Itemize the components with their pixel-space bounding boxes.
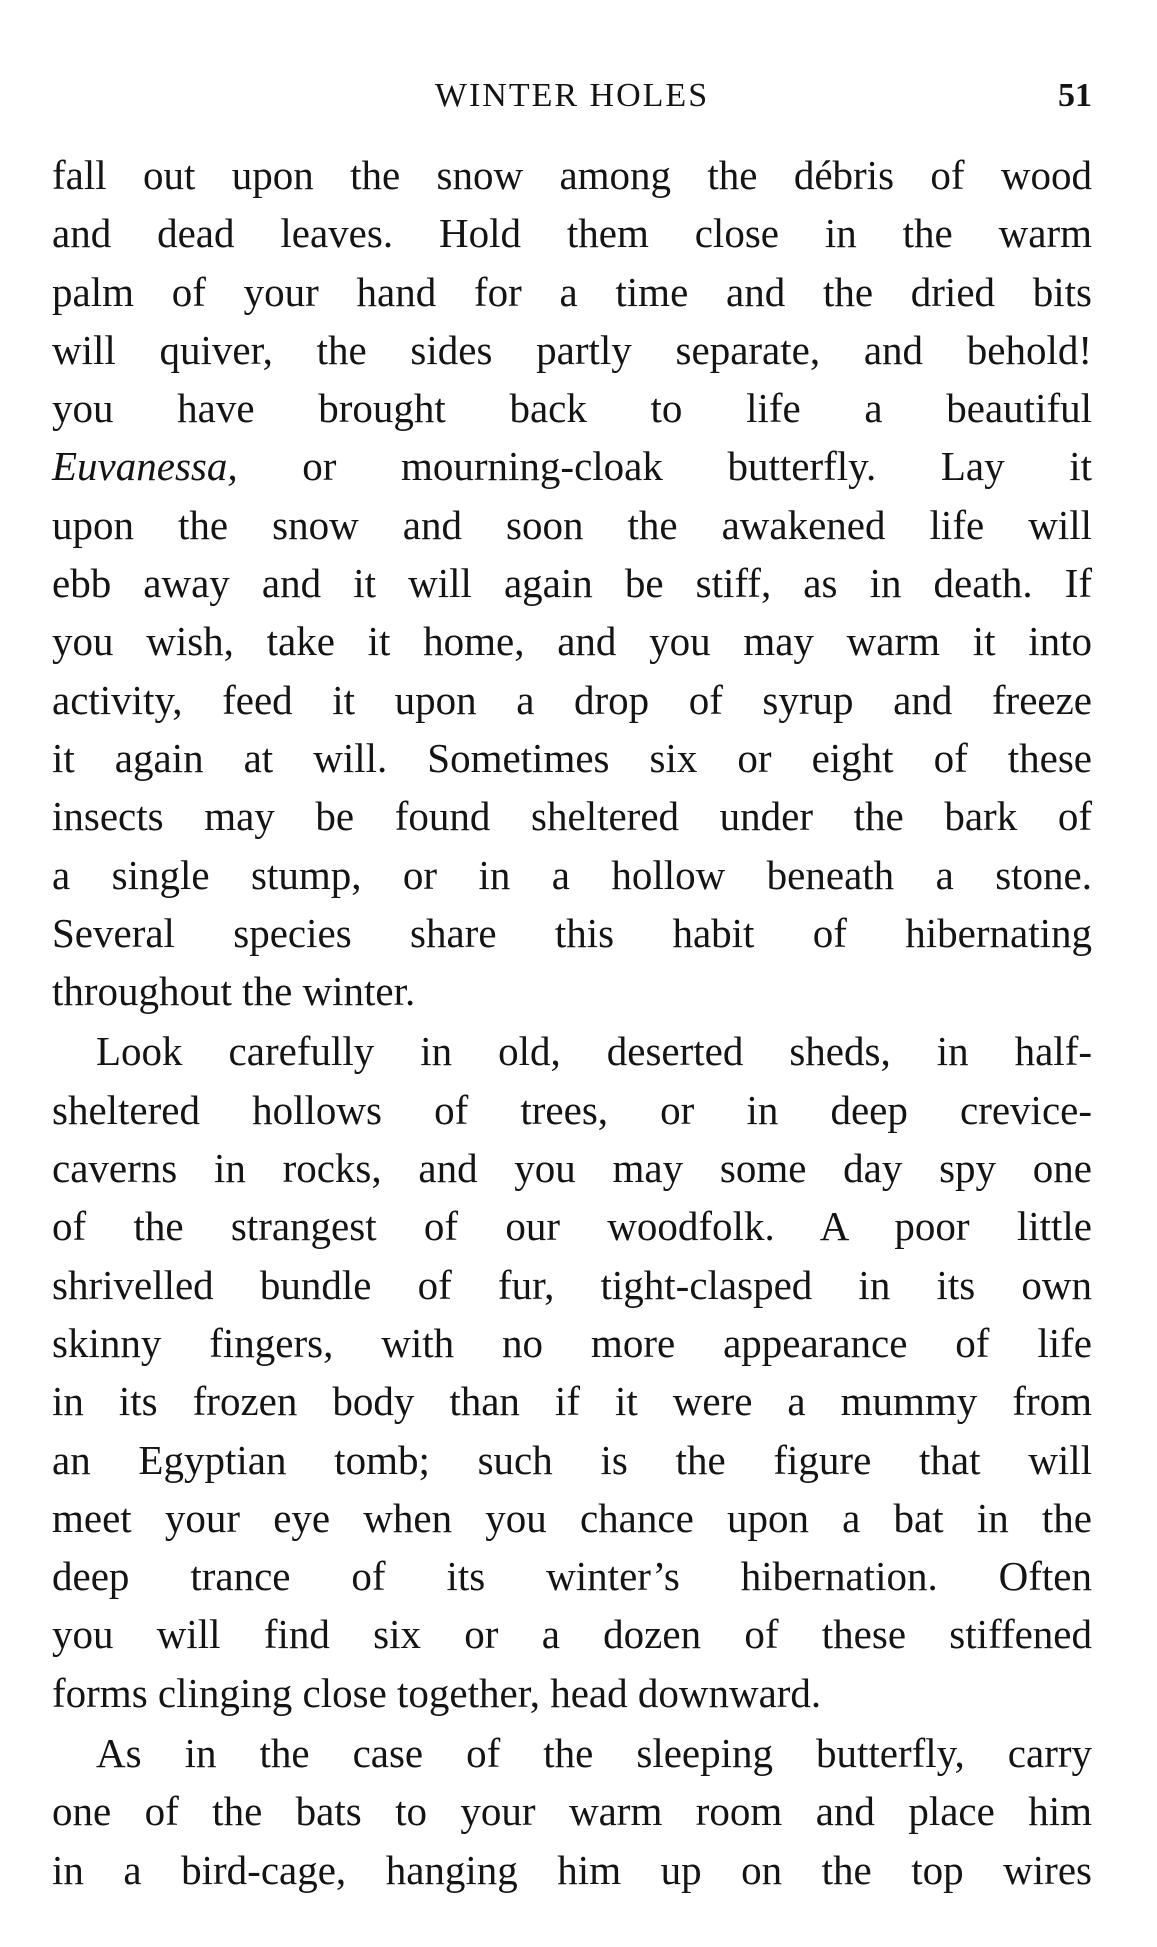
- text-line: As in the case of the sleeping butterfly, carry: [96, 1730, 1092, 1777]
- italic-species-name: Euvanessa,: [52, 443, 238, 490]
- page-number: 51: [1058, 77, 1092, 114]
- running-title: WINTER HOLES: [434, 77, 710, 114]
- text-line: deep trance of its winter’s hibernation. Often: [52, 1553, 1092, 1600]
- text-line: ebb away and it will again be stiff, as in death. If: [52, 560, 1092, 607]
- text-line: one of the bats to your warm room and place him: [52, 1788, 1092, 1835]
- text-line: [52, 437, 1092, 495]
- text-line: and dead leaves. Hold them close in the warm: [52, 210, 1092, 257]
- text-line: of the strangest of our woodfolk. A poor little: [52, 1203, 1092, 1250]
- text-line: activity, feed it upon a drop of syrup and freeze: [52, 676, 1092, 723]
- text-line: upon the snow and soon the awakened life will: [52, 501, 1092, 548]
- text-line: Several species share this habit of hibernating: [52, 909, 1092, 956]
- text-line: meet your eye when you chance upon a bat in the: [52, 1494, 1092, 1541]
- text-line: you will find six or a dozen of these stiffened: [52, 1611, 1092, 1658]
- text-line: sheltered hollows of trees, or in deep crevice-: [52, 1086, 1092, 1133]
- text-line: in a bird-cage, hanging him up on the top wires: [52, 1846, 1092, 1893]
- body-text: [52, 146, 1092, 1899]
- text-line: forms clinging close together, head downward.: [52, 1669, 822, 1716]
- text-line: skinny fingers, with no more appearance of life: [52, 1319, 1092, 1366]
- text-line: caverns in rocks, and you may some day spy one: [52, 1145, 1092, 1192]
- running-head: [52, 74, 1092, 118]
- text-line: throughout the winter.: [52, 968, 416, 1015]
- text-line: you wish, take it home, and you may warm it into: [52, 618, 1092, 665]
- text-line: an Egyptian tomb; such is the figure that will: [52, 1436, 1092, 1483]
- text-line: a single stump, or in a hollow beneath a stone.: [52, 851, 1092, 898]
- text-line: shrivelled bundle of fur, tight-clasped in its own: [52, 1261, 1092, 1308]
- text-line: you have brought back to life a beautiful: [52, 385, 1092, 432]
- text-line: it again at will. Sometimes six or eight of these: [52, 734, 1092, 781]
- text-line: fall out upon the snow among the débris of wood: [52, 152, 1092, 198]
- text-line: in its frozen body than if it were a mummy from: [52, 1378, 1092, 1425]
- text-line: insects may be found sheltered under the bark of: [52, 793, 1092, 840]
- text-line: will quiver, the sides partly separate, and behold!: [52, 326, 1092, 373]
- text-line: palm of your hand for a time and the dried bits: [52, 268, 1092, 315]
- text-line: Look carefully in old, deserted sheds, in half-: [96, 1028, 1092, 1075]
- text-line-rest: or mourning-cloak butterfly. Lay it: [237, 443, 1092, 490]
